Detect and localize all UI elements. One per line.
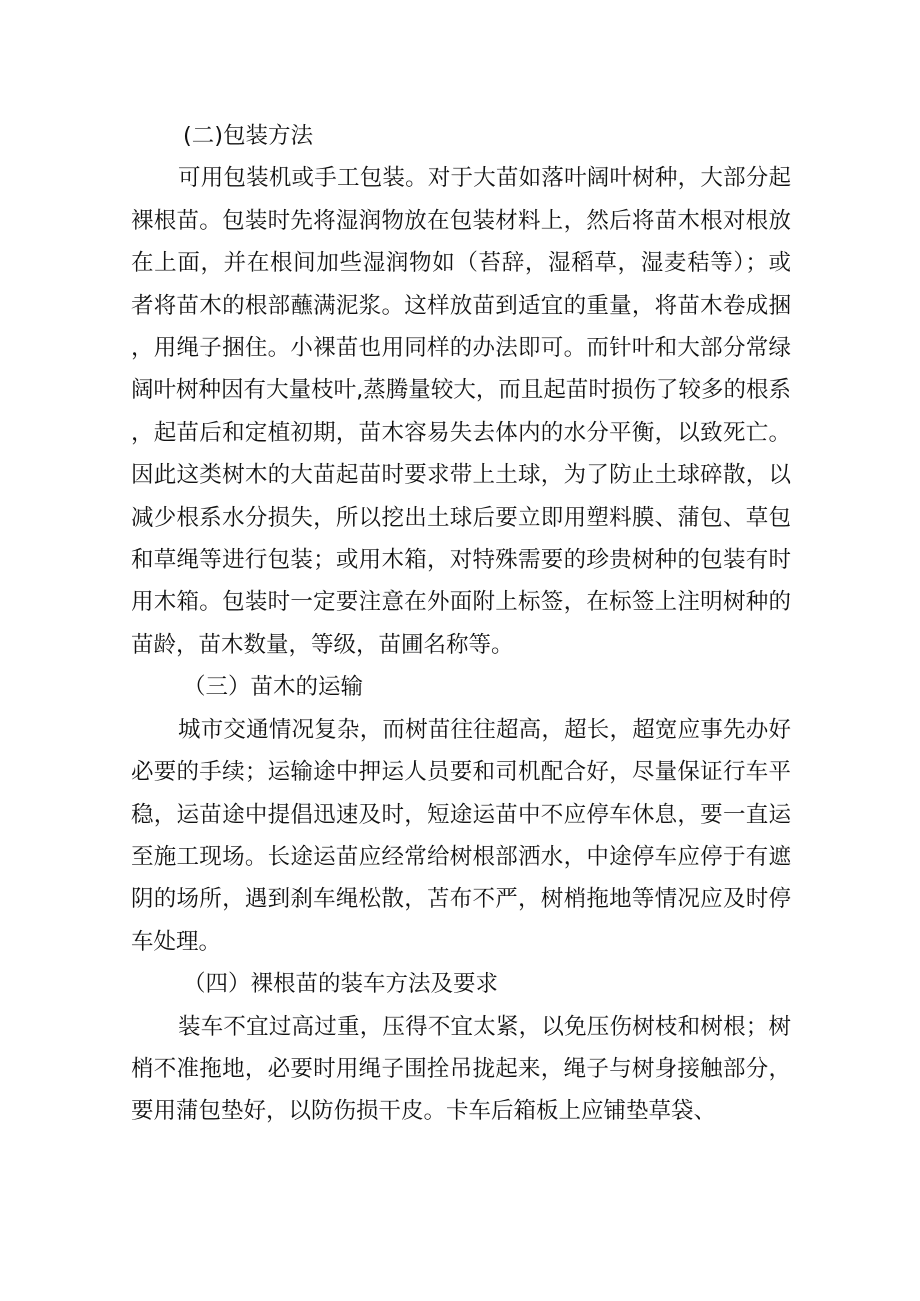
section-paragraph-bare-root-loading: 装车不宜过高过重，压得不宜太紧，以免压伤树枝和树根；树梢不准拖地，必要时用绳子围拴吊拢起来，绳子与树身接触部分，要用蒲包垫好，以防伤损干皮。卡车后箱板上应铺垫草袋、 [131,1013,791,1125]
document-body [131,115,791,1133]
section-paragraph-packing-method: 可用包装机或手工包装。对于大苗如落叶阔叶树种，大部分起裸根苗。包装时先将湿润物放在包装材料上，然后将苗木根对根放在上面，并在根间加些湿润物如（苔辞，湿稻草，湿麦秸等）；或者将苗木的根部蘸满泥浆。这样放苗到适宜的重量，将苗木卷成捆，用绳子捆住。小裸苗也用同样的办法即可。而针叶和大部分常绿阔叶树种因有大量枝叶,蒸腾量较大，而且起苗时损伤了较多的根系，起苗后和定植初期，苗木容易失去体内的水分平衡，以致死亡。因此这类树木的大苗起苗时要求带上土球，为了防止土球碎散，以减少根系水分损失，所以挖出土球后要立即用塑料膜、蒲包、草包和草绳等进行包装；或用木箱，对特殊需要的珍贵树种的包装有时用木箱。包装时一定要注意在外面附上标签，在标签上注明树种的苗龄，苗木数量，等级，苗圃名称等。 [131,165,791,658]
section-heading-bare-root-loading: （四）裸根苗的装车方法及要求 [183,971,499,998]
section-heading-packing-method: (二)包装方法 [183,123,314,149]
section-paragraph-seedling-transport: 城市交通情况复杂，而树苗往往超高，超长，超宽应事先办好必要的手续；运输途中押运人员要和司机配合好，尽量保证行车平稳，运苗途中提倡迅速及时，短途运苗中不应停车休息，要一直运至施工现场。长途运苗应经常给树根部洒水，中途停车应停于有遮阴的场所，遇到刹车绳松散，苫布不严，树梢拖地等情况应及时停车处理。 [131,716,791,955]
section-heading-seedling-transport: （三）苗木的运输 [183,674,364,701]
